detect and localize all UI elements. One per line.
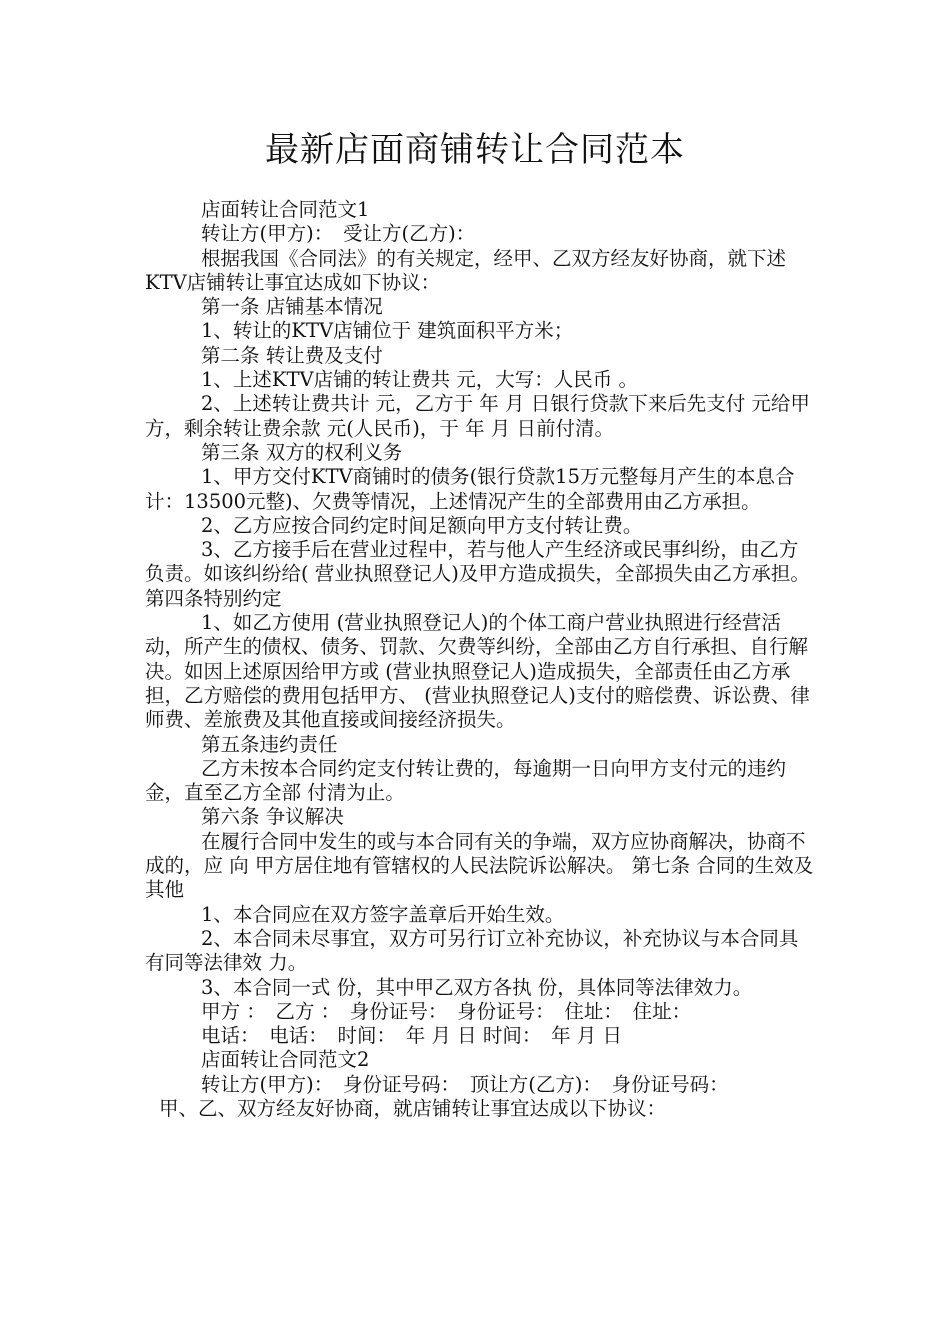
paragraph-10: 1、甲方交付KTV商铺时的债务(银行贷款15万元整每月产生的本息合计：13500元整)、欠费等情况，上述情况产生的全部费用由乙方承担。 (145, 465, 795, 513)
paragraph-14: 第五条违约责任 (201, 732, 338, 756)
document-body (145, 198, 820, 1121)
paragraph-7: 1、上述KTV店铺的转让费共 元，大写：人民币 。 (201, 368, 638, 392)
paragraph-6: 第二条 转让费及支付 (201, 343, 383, 367)
paragraph-21: 甲方 ： 乙方 ： 身份证号： 身份证号： 住址： 住址： (201, 999, 692, 1023)
paragraph-22: 电话： 电话： 时间： 年 月 日 时间： 年 月 日 (201, 1024, 622, 1048)
paragraph-8: 2、上述转让费共计 元，乙方于 年 月 日银行贷款下来后先支付 元给甲方，剩余转让费余款 元(人民币)，于 年 月 日前付清。 (145, 392, 810, 440)
document-title: 最新店面商铺转让合同范本 (265, 130, 685, 170)
paragraph-17: 在履行合同中发生的或与本合同有关的争端，双方应协商解决，协商不成的，应 向 甲方居住地有管辖权的人民法院诉讼解决。 第七条 合同的生效及其他 (145, 829, 814, 902)
paragraph-11: 2、乙方应按合同约定时间足额向甲方支付转让费。 (201, 513, 643, 537)
paragraph-5: 1、转让的KTV店铺位于 建筑面积平方米； (201, 319, 574, 343)
paragraph-16: 第六条 争议解决 (201, 805, 344, 829)
paragraph-2: 转让方(甲方)： 受让方(乙方)： (201, 222, 476, 246)
paragraph-18: 1、本合同应在双方签字盖章后开始生效。 (201, 902, 565, 926)
paragraph-20: 3、本合同一式 份，其中甲乙双方各执 份，具体同等法律效力。 (201, 975, 753, 999)
paragraph-23: 店面转让合同范文2 (201, 1048, 370, 1072)
paragraph-19: 2、本合同未尽事宜，双方可另行订立补充协议，补充协议与本合同具有同等法律效 力。 (145, 926, 799, 975)
paragraph-4: 第一条 店铺基本情况 (201, 295, 383, 319)
paragraph-3: 根据我国《合同法》的有关规定，经甲、乙双方经友好协商，就下述KTV店铺转让事宜达成如下协议： (145, 246, 787, 294)
paragraph-15: 乙方未按本合同约定支付转让费的，每逾期一日向甲方支付元的违约金，直至乙方全部 付清为止。 (145, 756, 787, 805)
paragraph-9: 第三条 双方的权利义务 (201, 440, 403, 464)
paragraph-12: 3、乙方接手后在营业过程中，若与他人产生经济或民事纠纷，由乙方负责。如该纠纷给( 营业执照登记人)及甲方造成损失，全部损失由乙方承担。 第四条特别约定 (145, 538, 820, 610)
paragraph-24: 转让方(甲方)： 身份证号码： 顶让方(乙方)： 身份证号码： (201, 1072, 729, 1096)
paragraph-25: 甲、乙、双方经友好协商，就店铺转让事宜达成以下协议： (159, 1096, 667, 1120)
paragraph-1: 店面转让合同范文1 (201, 198, 370, 221)
paragraph-13: 1、如乙方使用 (营业执照登记人)的个体工商户营业执照进行经营活动，所产生的债权、债务、罚款、欠费等纠纷，全部由乙方自行承担、自行解决。如因上述原因给甲方或 (营业执照登记人)造成损失，全部责任由乙方承担，乙方赔偿的费用包括甲方、 (营业执照登记人)支付的赔偿费、诉讼费、律师费、差旅费及其他直接或间接经济损失。 (145, 611, 810, 732)
